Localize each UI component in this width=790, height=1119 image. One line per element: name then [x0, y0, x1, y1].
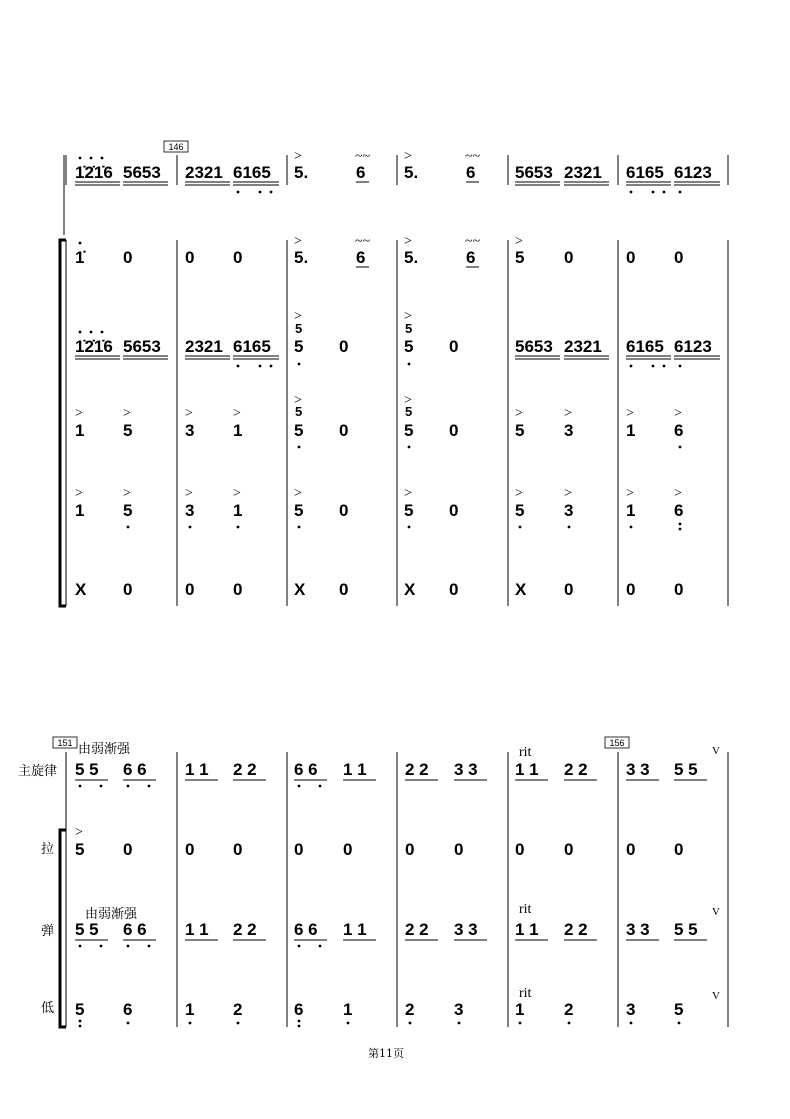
note: 1 — [233, 421, 243, 440]
svg-text:>: > — [294, 309, 302, 324]
note: 0 — [626, 580, 636, 599]
note: 0 — [233, 840, 243, 859]
bass-staff — [75, 1000, 683, 1019]
svg-text:>: > — [515, 406, 523, 421]
note-group: 5 5 — [75, 760, 99, 779]
note: X — [294, 580, 306, 599]
note: 0 — [123, 580, 133, 599]
note-group: 6 6 — [123, 760, 147, 779]
measure-number: 156 — [609, 738, 625, 748]
note: 0 — [449, 501, 459, 520]
note: 5 — [515, 501, 525, 520]
note: 1 — [626, 501, 636, 520]
note-group: 3 3 — [626, 760, 650, 779]
note: 5 — [123, 421, 133, 440]
svg-text:>: > — [404, 393, 412, 408]
bracket — [60, 240, 66, 606]
staff-label-bass: 低 — [41, 1001, 55, 1016]
svg-text:>: > — [294, 486, 302, 501]
staff-1 — [75, 163, 712, 182]
note: 5 — [123, 501, 133, 520]
note: 5 — [294, 501, 304, 520]
note: 1 — [343, 1000, 353, 1019]
note: 6 — [294, 1000, 304, 1019]
chord-note: 5 — [295, 321, 303, 336]
note-group: 5 5 — [674, 760, 698, 779]
note: 0 — [674, 840, 684, 859]
note: X — [75, 580, 87, 599]
svg-text:>: > — [404, 234, 412, 249]
note: 3 — [564, 501, 574, 520]
svg-text:~~: ~~ — [355, 234, 371, 249]
bow-mark: V — [712, 990, 720, 1002]
note-group: 5653 — [123, 337, 161, 356]
note: 1̇ — [75, 248, 85, 267]
note: 5. — [294, 248, 309, 267]
note: 5. — [404, 248, 419, 267]
note: 0 — [123, 840, 133, 859]
svg-text:>: > — [564, 406, 572, 421]
svg-text:>: > — [564, 486, 572, 501]
staff-3 — [75, 321, 712, 356]
note: 0 — [564, 840, 574, 859]
note-group: 1̇2̇1̇6 — [75, 163, 113, 182]
note: 0 — [626, 248, 636, 267]
note-group: 2 2 — [233, 920, 257, 939]
rit-text: rit — [519, 902, 532, 917]
note-group: 6 6 — [123, 920, 147, 939]
note: 5 — [404, 421, 414, 440]
note-group: 6 6 — [294, 760, 318, 779]
svg-text:>: > — [75, 486, 83, 501]
note: 0 — [515, 840, 525, 859]
svg-text:>: > — [404, 309, 412, 324]
note: 0 — [339, 501, 349, 520]
octave-dots-bass — [79, 1020, 681, 1028]
page-number: 第11页 — [368, 1047, 404, 1060]
chord-note: 5 — [295, 404, 303, 419]
note: 0 — [564, 248, 574, 267]
note: 0 — [233, 580, 243, 599]
note: 0 — [564, 580, 574, 599]
bow-mark: V — [712, 745, 720, 757]
note-group: 6 — [466, 163, 476, 182]
note: 0 — [185, 248, 195, 267]
measure-number: 146 — [168, 142, 184, 152]
note-group: 1̇2̇1̇6 — [75, 337, 113, 356]
accents-staff-3 — [294, 309, 412, 324]
accents-staff-4 — [75, 393, 682, 421]
note: 6 — [356, 248, 366, 267]
note: 0 — [343, 840, 353, 859]
svg-text:>: > — [674, 486, 682, 501]
svg-text:>: > — [515, 486, 523, 501]
svg-text:>: > — [294, 234, 302, 249]
note: 1 — [626, 421, 636, 440]
barlines-system2 — [66, 752, 728, 1027]
bracket — [60, 830, 66, 1027]
note: X — [515, 580, 527, 599]
note: 1 — [185, 1000, 195, 1019]
note-group: 1 1 — [343, 920, 367, 939]
svg-text:>: > — [515, 234, 523, 249]
crescendo-text: 由弱渐强 — [78, 742, 131, 757]
rit-text: rit — [519, 745, 532, 760]
measure-number: 151 — [57, 738, 73, 748]
note: 0 — [123, 248, 133, 267]
staff-label-bowed: 拉 — [41, 842, 55, 857]
svg-text:~~: ~~ — [355, 149, 371, 164]
note: 6 — [466, 248, 476, 267]
note: 0 — [339, 580, 349, 599]
note-group: 5653 — [515, 337, 553, 356]
note: 0 — [233, 248, 243, 267]
note: 1 — [515, 1000, 525, 1019]
note: 0 — [449, 421, 459, 440]
note: 0 — [674, 580, 684, 599]
note: 0 — [674, 248, 684, 267]
note: 0 — [405, 840, 415, 859]
note: 2 — [564, 1000, 574, 1019]
staff-5 — [75, 501, 683, 520]
note-group: 6 6 — [294, 920, 318, 939]
note: 6 — [123, 1000, 133, 1019]
note: 3 — [185, 421, 195, 440]
note-group: 5. — [294, 163, 309, 182]
note-group: 2 2 — [564, 920, 588, 939]
note-group: 6165 — [233, 163, 271, 182]
note-group: 6165 — [233, 337, 271, 356]
note-group: 5653 — [515, 163, 553, 182]
chord-note: 5 — [405, 404, 413, 419]
note: 0 — [185, 840, 195, 859]
note-group: 6123 — [674, 163, 712, 182]
note: 0 — [626, 840, 636, 859]
note: 6 — [674, 421, 684, 440]
note: 5 — [404, 337, 414, 356]
crescendo-text: 由弱渐强 — [85, 907, 138, 922]
note: 3 — [454, 1000, 464, 1019]
note-group: 5. — [404, 163, 419, 182]
rit-text: rit — [519, 986, 532, 1001]
note: 5 — [515, 248, 525, 267]
note-group: 3 3 — [454, 920, 478, 939]
note: 2 — [233, 1000, 243, 1019]
note: 0 — [294, 840, 304, 859]
note-group: 6123 — [674, 337, 712, 356]
accents-staff-1 — [294, 149, 481, 164]
svg-text:>: > — [233, 486, 241, 501]
note: 0 — [339, 337, 349, 356]
bowed-staff — [75, 840, 683, 859]
note-group: 2 2 — [405, 920, 429, 939]
svg-text:>: > — [404, 486, 412, 501]
note: 1 — [75, 421, 85, 440]
note-group: 2 2 — [405, 760, 429, 779]
octave-dots-melody — [79, 785, 322, 788]
note-group: 2321 — [185, 163, 223, 182]
svg-text:>: > — [123, 406, 131, 421]
accents-staff-5 — [75, 486, 682, 501]
note: X — [404, 580, 416, 599]
note-group: 1 1 — [515, 920, 539, 939]
plucked-staff — [75, 920, 698, 939]
note: 1 — [233, 501, 243, 520]
note: 0 — [339, 421, 349, 440]
svg-text:>: > — [75, 406, 83, 421]
note: 2 — [405, 1000, 415, 1019]
note: 5 — [75, 840, 85, 859]
note-group: 3 3 — [454, 760, 478, 779]
note-group: 3 3 — [626, 920, 650, 939]
note: 3 — [564, 421, 574, 440]
svg-text:>: > — [233, 406, 241, 421]
svg-text:~~: ~~ — [465, 234, 481, 249]
note: 0 — [454, 840, 464, 859]
staff-label-plucked: 弹 — [41, 924, 55, 939]
chord-note: 5 — [405, 321, 413, 336]
note: 0 — [185, 580, 195, 599]
svg-text:>: > — [123, 486, 131, 501]
note: 5 — [294, 337, 304, 356]
accents-staff-2 — [79, 234, 523, 249]
note-group: 2 2 — [233, 760, 257, 779]
note: 1 — [75, 501, 85, 520]
svg-text:>: > — [626, 486, 634, 501]
note-group: 1 1 — [185, 760, 209, 779]
octave-dots-staff-5 — [127, 523, 682, 531]
note-group: 1 1 — [515, 760, 539, 779]
accent-mark: > — [75, 825, 83, 840]
note-group: 6165 — [626, 163, 664, 182]
staff-label-melody: 主旋律 — [18, 764, 58, 779]
svg-text:>: > — [626, 406, 634, 421]
svg-text:>: > — [674, 406, 682, 421]
note: 5 — [294, 421, 304, 440]
note: 6 — [674, 501, 684, 520]
note-group: 1 1 — [343, 760, 367, 779]
note: 3 — [626, 1000, 636, 1019]
note-group: 6 — [356, 163, 366, 182]
note-group: 2321 — [564, 163, 602, 182]
octave-dots-plucked — [79, 945, 322, 948]
svg-text:>: > — [185, 486, 193, 501]
svg-text:>: > — [294, 149, 302, 164]
note: 0 — [449, 580, 459, 599]
svg-text:~~: ~~ — [465, 149, 481, 164]
melody-staff — [75, 760, 698, 779]
staff-6 — [75, 580, 683, 599]
note: 3 — [185, 501, 195, 520]
octave-dots-staff-4 — [298, 446, 682, 449]
bow-mark: V — [712, 906, 720, 918]
note-group: 5 5 — [75, 920, 99, 939]
note-group: 2 2 — [564, 760, 588, 779]
note-group: 2321 — [564, 337, 602, 356]
note: 5 — [515, 421, 525, 440]
note: 0 — [449, 337, 459, 356]
note-group: 5 5 — [674, 920, 698, 939]
staff-2 — [75, 248, 683, 267]
note-group: 1 1 — [185, 920, 209, 939]
svg-text:>: > — [294, 393, 302, 408]
note-group: 6165 — [626, 337, 664, 356]
note-group: 2321 — [185, 337, 223, 356]
staff-4 — [75, 404, 683, 440]
note: 5 — [674, 1000, 684, 1019]
svg-text:>: > — [404, 149, 412, 164]
note-group: 5653 — [123, 163, 161, 182]
svg-text:>: > — [185, 406, 193, 421]
note: 5 — [75, 1000, 85, 1019]
note: 5 — [404, 501, 414, 520]
